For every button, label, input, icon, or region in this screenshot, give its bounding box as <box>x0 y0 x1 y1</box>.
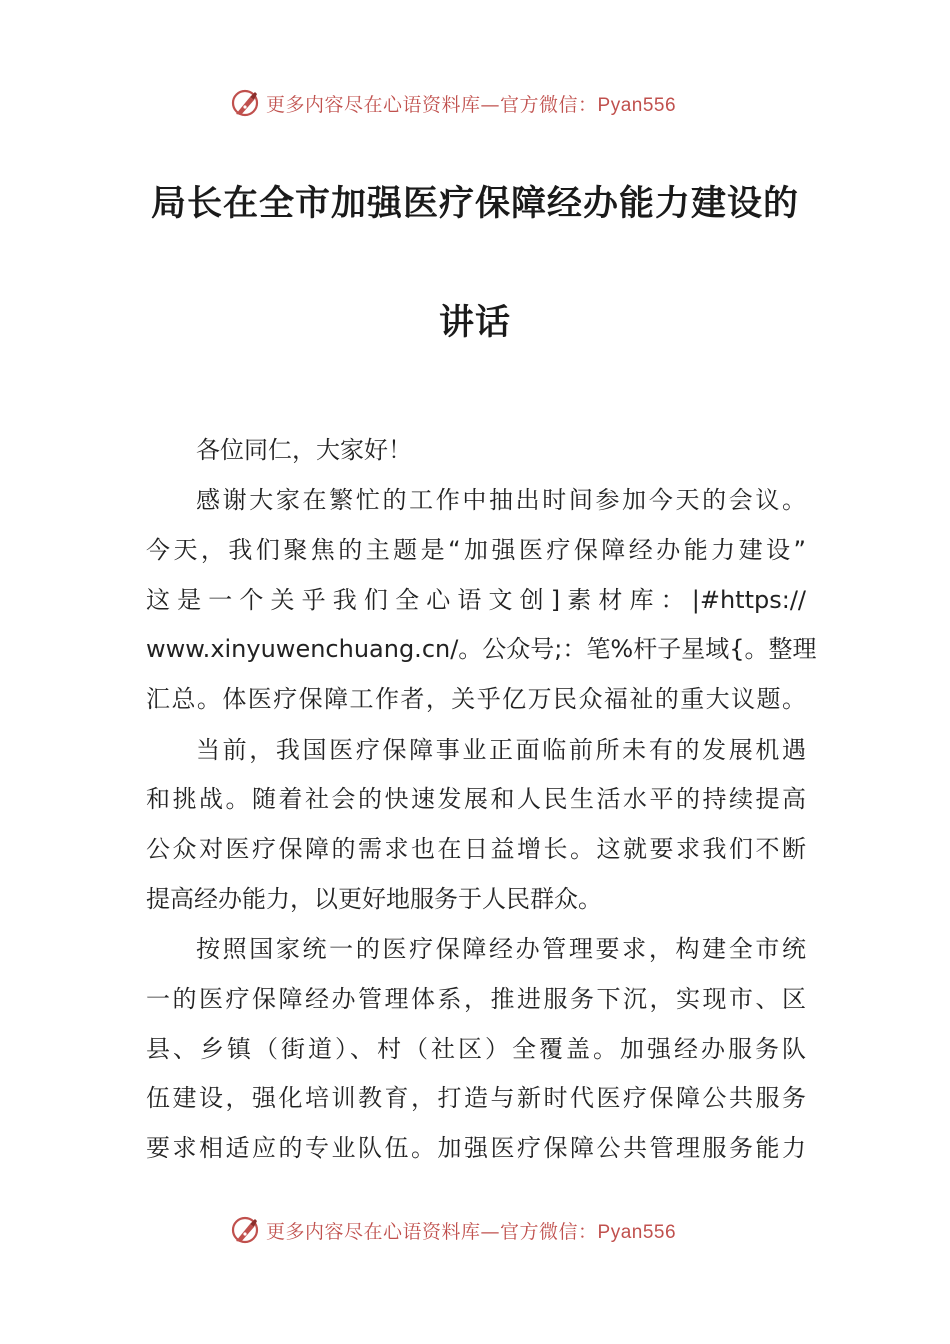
banner-text: 更多内容尽在心语资料库 <box>266 1220 481 1243</box>
pen-nib-logo-icon <box>230 88 260 118</box>
body-line: 提高经办能力，以更好地服务于人民群众。 <box>146 885 602 913</box>
pen-nib-logo-icon <box>230 1215 260 1245</box>
header-banner <box>0 82 950 122</box>
document-title-line1: 局长在全市加强医疗保障经办能力建设的 <box>150 184 799 224</box>
banner-dash: — <box>480 93 501 116</box>
body-line: 感谢大家在繁忙的工作中抽出时间参加今天的会议。 <box>196 486 806 514</box>
footer-banner <box>0 1209 950 1249</box>
body-line: 一的医疗保障经办管理体系，推进服务下沉，实现市、区 <box>146 985 806 1013</box>
body-line: 公众对医疗保障的需求也在日益增长。这就要求我们不断 <box>146 835 806 863</box>
body-line: 按照国家统一的医疗保障经办管理要求，构建全市统 <box>196 935 806 963</box>
body-line: www.xinyuwenchuang.cn/。公众号;：笔%杆子星域{。整理 <box>146 635 817 663</box>
body-line: 汇总。体医疗保障工作者，关乎亿万民众福祉的重大议题。 <box>146 685 806 713</box>
body-line: 各位同仁，大家好！ <box>196 436 412 464</box>
banner-wechat-label: 官方微信： <box>500 93 598 116</box>
body-line: 县、乡镇（街道）、村（社区）全覆盖。加强经办服务队 <box>146 1035 806 1063</box>
body-line: 今天，我们聚焦的主题是“加强医疗保障经办能力建设” <box>146 536 806 564</box>
body-line: 这是一个关乎我们全心语文创]素材库：|#https:// <box>146 586 806 614</box>
banner-dash: — <box>480 1220 501 1243</box>
banner-text: 更多内容尽在心语资料库 <box>266 93 481 116</box>
banner-wechat-id: Pyan556 <box>597 1221 677 1243</box>
body-line: 伍建设，强化培训教育，打造与新时代医疗保障公共服务 <box>146 1084 806 1112</box>
document-title-line2: 讲话 <box>438 303 511 343</box>
body-line: 当前，我国医疗保障事业正面临前所未有的发展机遇 <box>196 736 806 764</box>
banner-wechat-label: 官方微信： <box>500 1220 598 1243</box>
body-line: 和挑战。随着社会的快速发展和人民生活水平的持续提高 <box>146 785 806 813</box>
banner-wechat-id: Pyan556 <box>597 94 677 116</box>
body-line: 要求相适应的专业队伍。加强医疗保障公共管理服务能力 <box>146 1134 806 1162</box>
